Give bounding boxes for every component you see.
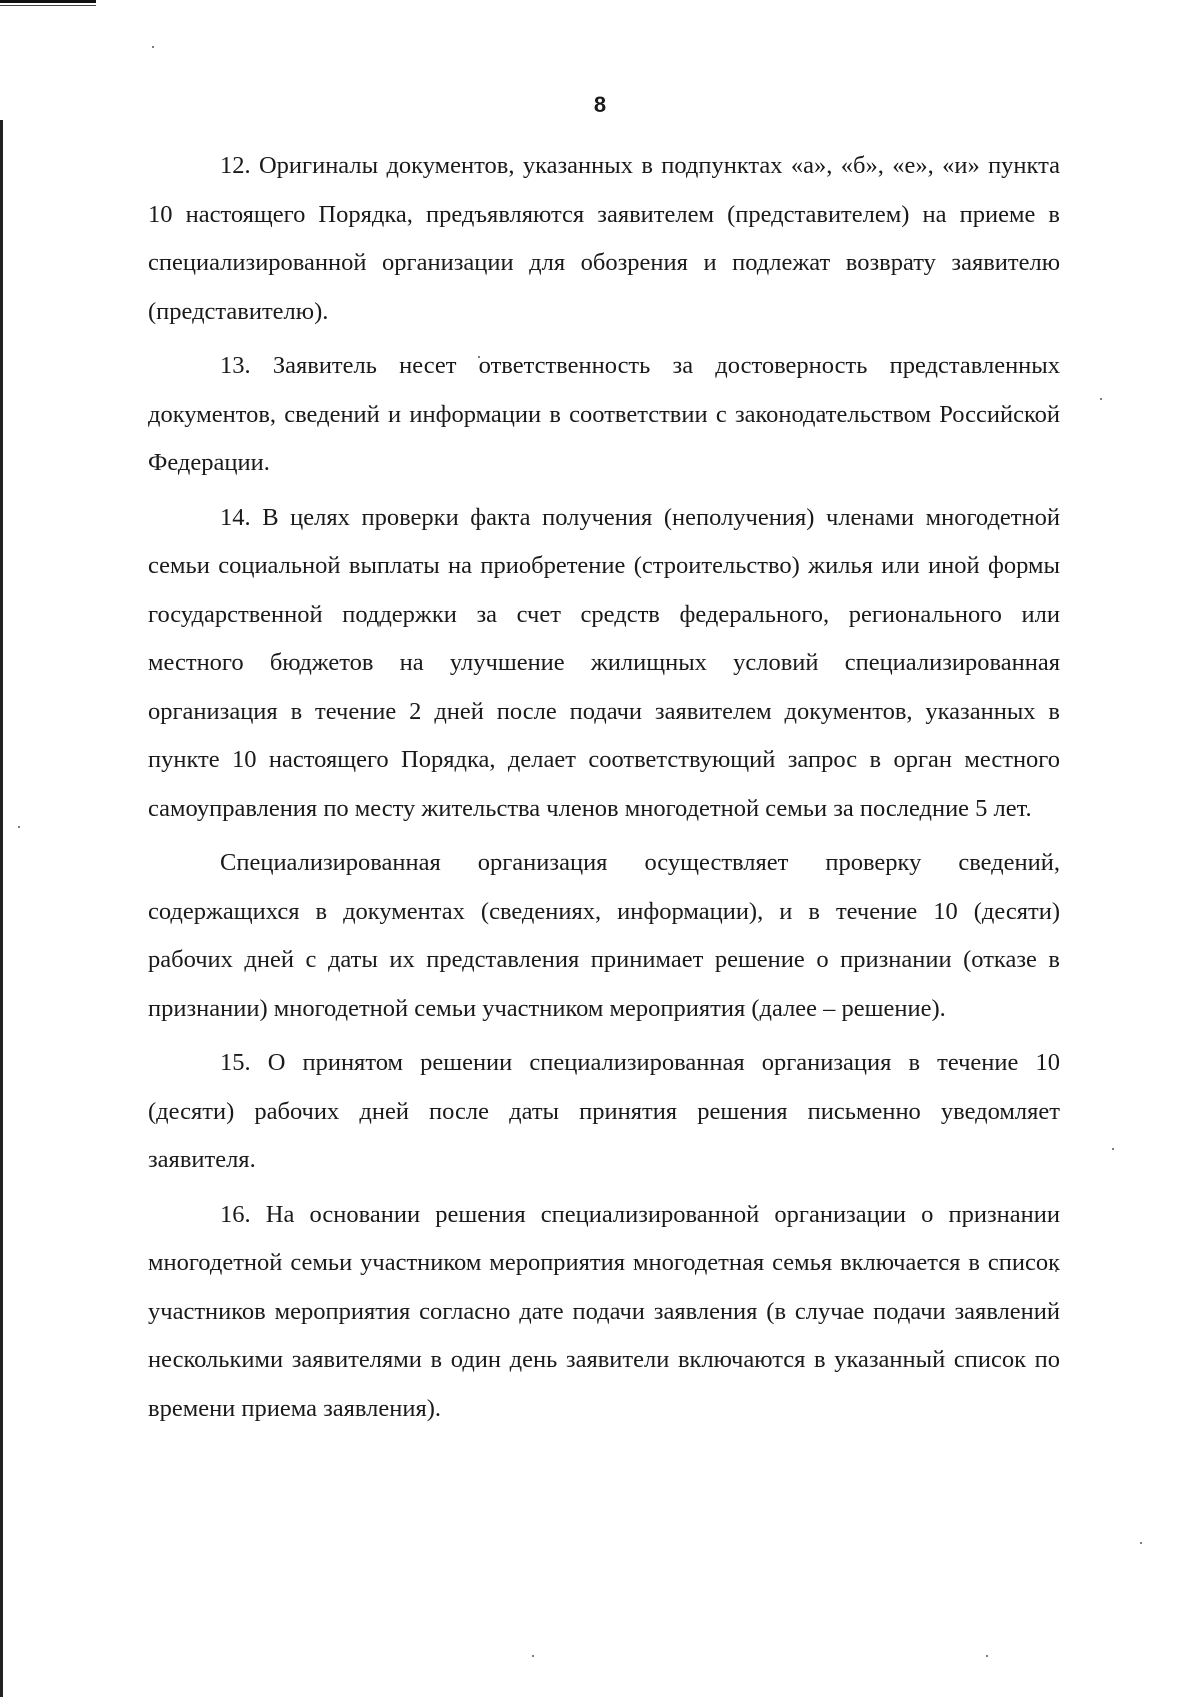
paragraph-item-15: 15. О принятом решении специализированная организация в течение 10 (десяти) рабочих дней после даты принятия решения письменно уведомляет заявителя. <box>148 1049 1060 1173</box>
scan-edge-mark-left <box>0 120 3 1697</box>
scan-speck <box>532 1655 534 1657</box>
scan-speck <box>986 1655 988 1657</box>
paragraph-item-14-continued: Специализированная организация осуществляет проверку сведений, содержащихся в документах (сведениях, информации), и в течение 10 (десяти) рабочих дней с даты их представления принимает решение о признании (отказе в признании) многодетной семьи участником мероприятия (далее – решение). <box>148 849 1060 1022</box>
scan-speck <box>1112 1148 1114 1150</box>
paragraph-item-12: 12. Оригиналы документов, указанных в подпунктах «а», «б», «е», «и» пункта 10 настоящего Порядка, предъявляются заявителем (представителем) на приеме в специализированной организации для обозрения и подлежат возврату заявителю (представителю). <box>148 152 1060 325</box>
document-body <box>148 142 1060 1433</box>
scan-speck <box>1140 1542 1142 1544</box>
scan-edge-mark-top <box>0 0 96 6</box>
scan-speck <box>152 46 154 48</box>
scan-speck <box>1100 398 1102 400</box>
scan-speck <box>18 826 20 828</box>
paragraph-item-13: 13. Заявитель несет ответственность за достоверность представленных документов, сведений и информации в соответствии с законодательством Российской Федерации. <box>148 352 1060 476</box>
paragraph-item-16: 16. На основании решения специализированной организации о признании многодетной семьи участником мероприятия многодетная семья включается в список участников мероприятия согласно дате подачи заявления (в случае подачи заявлений несколькими заявителями в один день заявители включаются в указанный список по времени приема заявления). <box>148 1200 1060 1422</box>
page-number: 8 <box>593 92 607 117</box>
paragraph-item-14: 14. В целях проверки факта получения (неполучения) членами многодетной семьи социальной выплаты на приобретение (строительство) жилья или иной формы государственной поддержки за счет средств федерального, регионального или местного бюджетов на улучшение жилищных условий специализированная организация в течение 2 дней после подачи заявителем документов, указанных в пункте 10 настоящего Порядка, делает соответствующий запрос в орган местного самоуправления по месту жительства членов многодетной семьи за последние 5 лет. <box>148 503 1060 822</box>
